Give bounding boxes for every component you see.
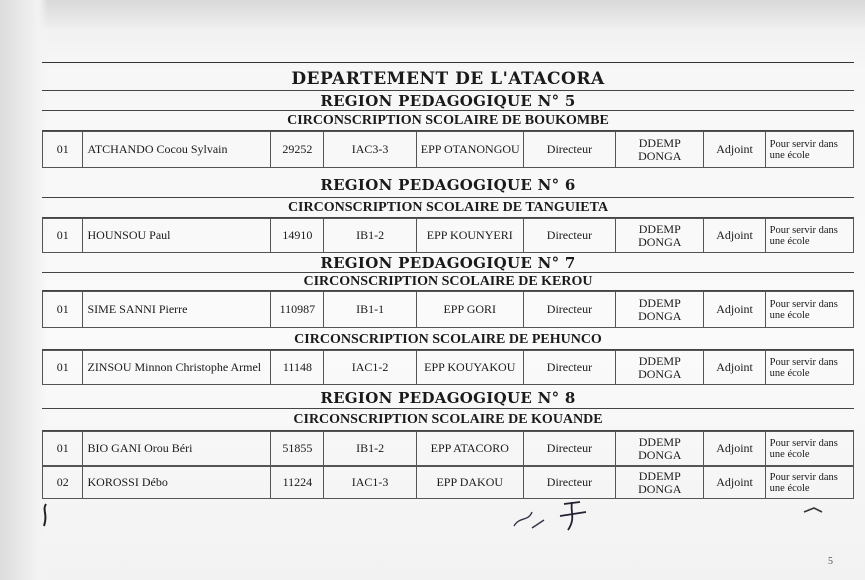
table-row: [42, 218, 854, 253]
matricule: 29252: [271, 132, 324, 168]
region-title: REGION PEDAGOGIQUE N° 7: [42, 253, 854, 273]
school: EPP GORI: [416, 292, 523, 328]
matricule: 110987: [271, 292, 324, 328]
current-function: Directeur: [523, 219, 615, 253]
row-number: 01: [43, 292, 83, 328]
school: EPP OTANONGOU: [416, 132, 523, 168]
agent-name: ZINSOU Minnon Christophe Armel: [83, 351, 271, 385]
observation: Pour servir dans une école: [765, 219, 853, 253]
table-row: [42, 131, 854, 168]
handwritten-mark-right: [800, 500, 830, 520]
observation: Pour servir dans une école: [765, 132, 853, 168]
circonscription-title: CIRCONSCRIPTION SCOLAIRE DE TANGUIETA: [42, 198, 854, 218]
grade: IAC1-3: [324, 467, 416, 499]
agent-name: ATCHANDO Cocou Sylvain: [83, 132, 271, 168]
new-function: Adjoint: [704, 351, 765, 385]
page-left-shadow: [0, 0, 48, 580]
school: EPP KOUYAKOU: [416, 351, 523, 385]
agent-name: BIO GANI Orou Béri: [83, 432, 271, 466]
agent-name: HOUNSOU Paul: [83, 219, 271, 253]
matricule: 14910: [271, 219, 324, 253]
matricule: 51855: [271, 432, 324, 466]
table-row: [42, 291, 854, 328]
current-function: Directeur: [523, 432, 615, 466]
row-number: 02: [43, 467, 83, 499]
school: EPP KOUNYERI: [416, 219, 523, 253]
circonscription-title: CIRCONSCRIPTION SCOLAIRE DE KEROU: [42, 273, 854, 291]
current-function: Directeur: [523, 132, 615, 168]
new-function: Adjoint: [704, 292, 765, 328]
new-function: Adjoint: [704, 132, 765, 168]
row-number: 01: [43, 432, 83, 466]
grade: IB1-2: [324, 432, 416, 466]
row-number: 01: [43, 219, 83, 253]
department-title: DEPARTEMENT DE L'ATACORA: [42, 63, 854, 91]
row-number: 01: [43, 132, 83, 168]
matricule: 11148: [271, 351, 324, 385]
new-function: Adjoint: [704, 467, 765, 499]
agent-name: SIME SANNI Pierre: [83, 292, 271, 328]
page-top-shadow: [0, 0, 865, 28]
observation: Pour servir dans une école: [765, 467, 853, 499]
region-title: REGION PEDAGOGIQUE N° 5: [42, 91, 854, 111]
handwritten-mark-left: [36, 500, 56, 530]
observation: Pour servir dans une école: [765, 292, 853, 328]
current-function: Directeur: [523, 351, 615, 385]
grade: IB1-2: [324, 219, 416, 253]
grade: IB1-1: [324, 292, 416, 328]
grade: IAC1-2: [324, 351, 416, 385]
new-function: Adjoint: [704, 432, 765, 466]
observation: Pour servir dans une école: [765, 351, 853, 385]
current-function: Directeur: [523, 292, 615, 328]
table-row: [42, 431, 854, 466]
school: EPP DAKOU: [416, 467, 523, 499]
circonscription-title: CIRCONSCRIPTION SCOLAIRE DE PEHUNCO: [42, 328, 854, 350]
page-number: 5: [828, 556, 833, 567]
destination: DDEMP DONGA: [616, 432, 704, 466]
current-function: Directeur: [523, 467, 615, 499]
agent-name: KOROSSI Débo: [83, 467, 271, 499]
circonscription-title: CIRCONSCRIPTION SCOLAIRE DE BOUKOMBE: [42, 111, 854, 131]
destination: DDEMP DONGA: [616, 132, 704, 168]
region-title: REGION PEDAGOGIQUE N° 8: [42, 385, 854, 409]
school: EPP ATACORO: [416, 432, 523, 466]
matricule: 11224: [271, 467, 324, 499]
grade: IAC3-3: [324, 132, 416, 168]
row-number: 01: [43, 351, 83, 385]
new-function: Adjoint: [704, 219, 765, 253]
destination: DDEMP DONGA: [616, 219, 704, 253]
region-title: REGION PEDAGOGIQUE N° 6: [42, 168, 854, 198]
destination: DDEMP DONGA: [616, 467, 704, 499]
destination: DDEMP DONGA: [616, 292, 704, 328]
observation: Pour servir dans une école: [765, 432, 853, 466]
destination: DDEMP DONGA: [616, 351, 704, 385]
handwritten-initials: [510, 498, 600, 534]
assignment-table: [42, 62, 854, 499]
circonscription-title: CIRCONSCRIPTION SCOLAIRE DE KOUANDE: [42, 409, 854, 431]
table-row: [42, 466, 854, 499]
table-row: [42, 350, 854, 385]
